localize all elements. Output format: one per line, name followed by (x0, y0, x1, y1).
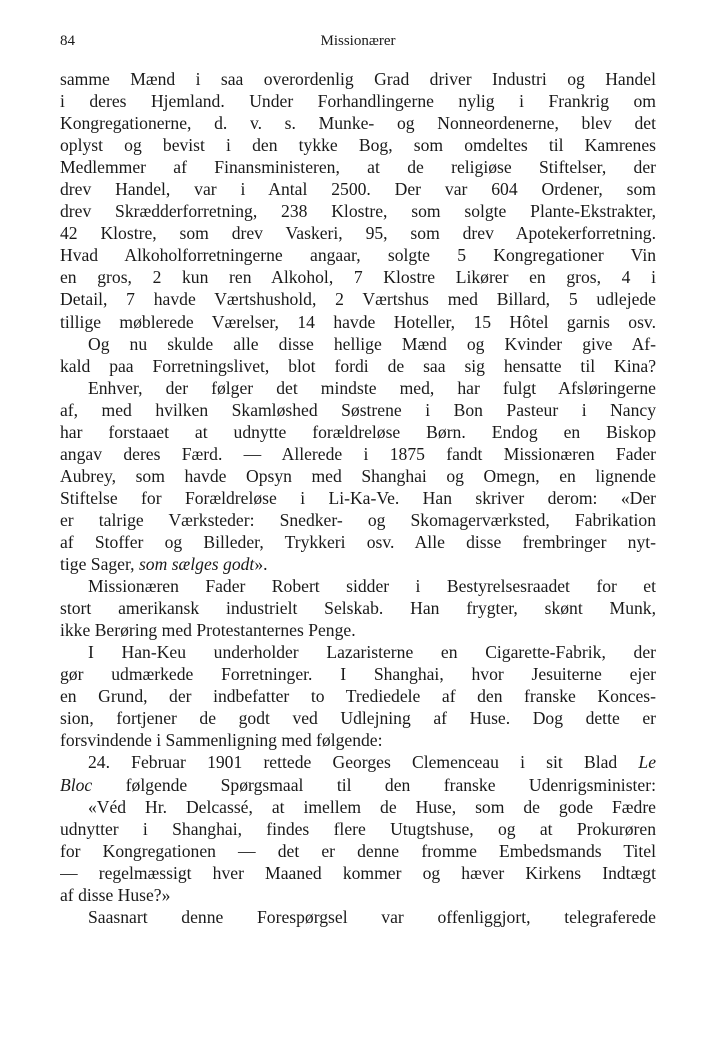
text-line: af, med hvilken Skamløshed Søstrene i Bon Pasteur i Nancy (60, 399, 656, 420)
text-line: — regelmæssigt hver Maaned kommer og hæver Kirkens Indtægt (60, 862, 656, 883)
text-line: forsvindende i Sammenligning med følgende: (60, 730, 383, 751)
text-segment: ». (254, 554, 268, 575)
body-text (60, 68, 656, 928)
text-line: Enhver, der følger det mindste med, har fulgt Afsløringerne (88, 377, 656, 398)
text-line: Og nu skulde alle disse hellige Mænd og Kvinder give Af- (88, 333, 656, 354)
page-header (60, 33, 656, 53)
text-line: Aubrey, som havde Opsyn med Shanghai og Omegn, en lignende (60, 465, 656, 486)
text-line: 42 Klostre, som drev Vaskeri, 95, som drev Apotekerforretning. (60, 223, 656, 244)
text-line: sion, fortjener de godt ved Udlejning af Huse. Dog dette er (60, 708, 656, 729)
text-line: samme Mænd i saa overordenlig Grad driver Industri og Handel (60, 69, 656, 89)
text-line (60, 553, 656, 575)
running-title: Missionærer (320, 33, 396, 49)
text-line: gør udmærkede Forretninger. I Shanghai, hvor Jesuiterne ejer (60, 664, 656, 685)
text-line: for Kongregationen — det er denne fromme Embedsmands Titel (60, 840, 656, 861)
text-line: Stiftelse for Forældreløse i Li-Ka-Ve. Han skriver derom: «Der (60, 487, 656, 508)
text-line: er talrige Værksteder: Snedker- og Skomagerværksted, Fabrikation (60, 509, 656, 530)
text-line (60, 774, 656, 796)
text-line: Medlemmer af Finansministeren, at de religiøse Stiftelser, der (60, 157, 656, 178)
text-line: Saasnart denne Forespørgsel var offenliggjort, telegraferede (88, 906, 656, 927)
text-line: Hvad Alkoholforretningerne angaar, solgte 5 Kongregationer Vin (60, 245, 656, 266)
text-segment: tige Sager, (60, 554, 135, 575)
text-line: Kongregationerne, d. v. s. Munke- og Nonneordenerne, blev det (60, 113, 656, 134)
text-line: Missionæren Fader Robert sidder i Bestyrelsesraadet for et (88, 576, 656, 597)
text-line: Detail, 7 havde Værtshushold, 2 Værtshus med Billard, 5 udlejede (60, 289, 656, 310)
text-line: I Han-Keu underholder Lazaristerne en Cigarette-Fabrik, der (88, 642, 656, 663)
text-line: stort amerikansk industrielt Selskab. Han frygter, skønt Munk, (60, 598, 656, 619)
text-line: oplyst og bevist i den tykke Bog, som omdeltes til Kamrenes (60, 135, 656, 156)
text-line: har forstaaet at udnytte forældreløse Børn. Endog en Biskop (60, 421, 656, 442)
text-line: angav deres Færd. — Allerede i 1875 fandt Missionæren Fader (60, 443, 656, 464)
text-line: en Grund, der indbefatter to Trediedele af den franske Konces- (60, 686, 656, 707)
italic-phrase: som sælges godt (138, 554, 255, 575)
italic-title: Bloc (60, 774, 93, 795)
text-line: af disse Huse?» (60, 884, 171, 905)
text-line: kald paa Forretningslivet, blot fordi de saa sig hensatte til Kina? (60, 355, 656, 376)
page-number: 84 (60, 33, 75, 49)
italic-title: Le (638, 752, 656, 773)
text-line: ikke Berøring med Protestanternes Penge. (60, 620, 356, 641)
text-segment: følgende Spørgsmaal til den franske Udenrigsminister: (125, 774, 656, 795)
text-line: «Véd Hr. Delcassé, at imellem de Huse, som de gode Fædre (88, 796, 656, 817)
text-line: af Stoffer og Billeder, Trykkeri osv. Alle disse frembringer nyt- (60, 531, 656, 552)
text-line: drev Skrædderforretning, 238 Klostre, som solgte Plante-Ekstrakter, (60, 201, 656, 222)
text-line: drev Handel, var i Antal 2500. Der var 604 Ordener, som (60, 179, 656, 200)
text-line: udnytter i Shanghai, findes flere Utugtshuse, og at Prokurøren (60, 818, 656, 839)
text-segment: 24. Februar 1901 rettede Georges Clemenceau i sit Blad (88, 752, 618, 773)
text-line: tillige møblerede Værelser, 14 havde Hoteller, 15 Hôtel garnis osv. (60, 311, 656, 332)
text-line: en gros, 2 kun ren Alkohol, 7 Klostre Likører en gros, 4 i (60, 267, 656, 288)
text-line (60, 751, 656, 773)
text-line: i deres Hjemland. Under Forhandlingerne nylig i Frankrig om (60, 91, 656, 112)
